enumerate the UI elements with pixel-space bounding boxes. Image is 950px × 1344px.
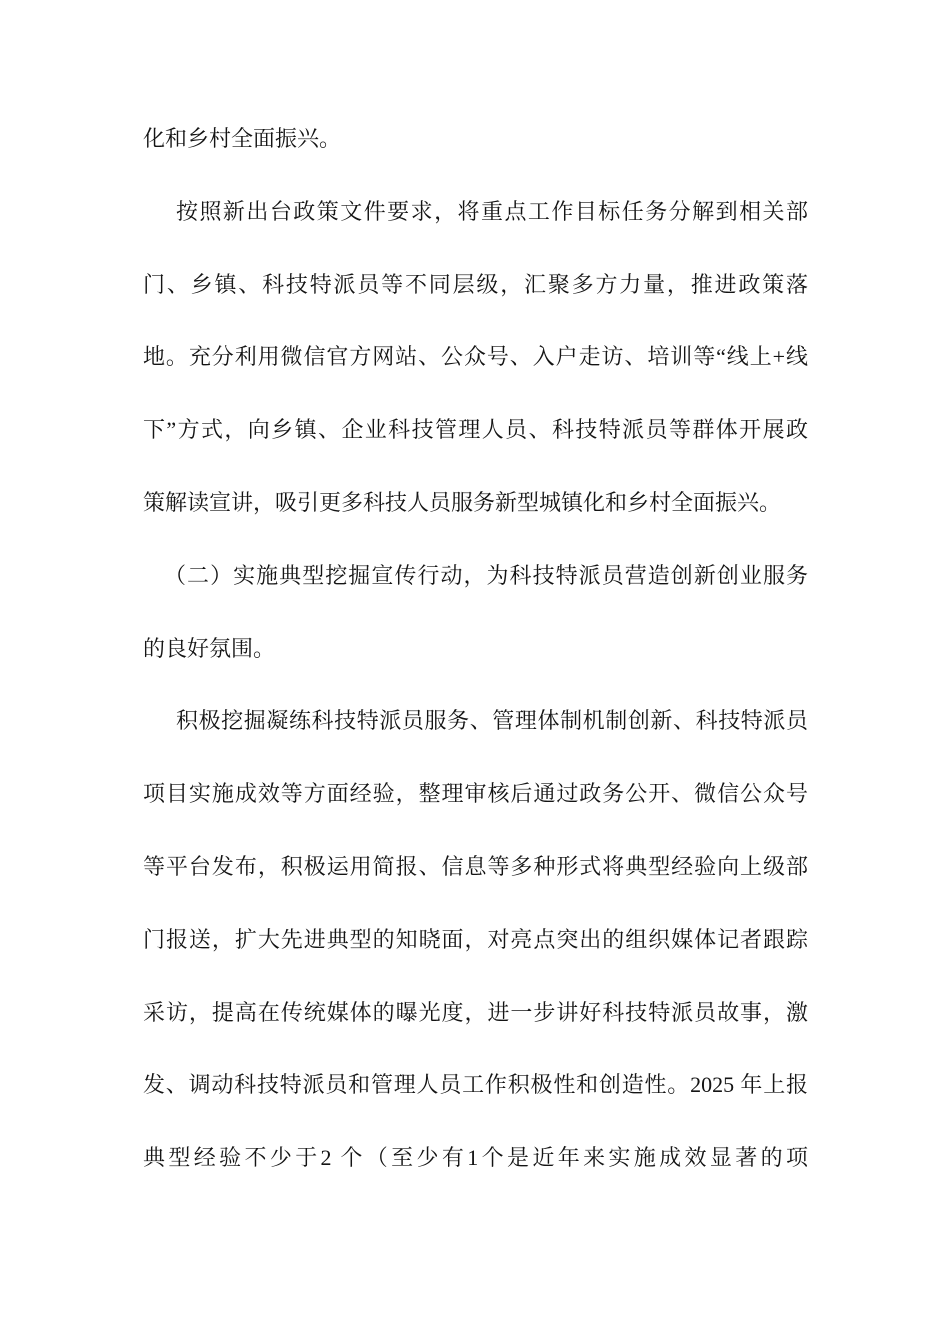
text-line: 化和乡村全面振兴。 (143, 126, 342, 151)
text-line: 积极挖掘凝练科技特派员服务、管理体制机制创新、科技特派员 (176, 708, 808, 734)
text-line: 项目实施成效等方面经验，整理审核后通过政务公开、微信公众号 (143, 781, 808, 807)
text-line: 典型经验不少于2 个（至少有1个是近年来实施成效显著的项 (143, 1145, 808, 1171)
document-text-column (143, 103, 808, 1195)
text-line: 的良好氛围。 (143, 635, 276, 661)
text-line: 采访，提高在传统媒体的曝光度，进一步讲好科技特派员故事，激 (143, 999, 808, 1025)
text-line: 发、调动科技特派员和管理人员工作积极性和创造性。2025 年上报 (143, 1072, 808, 1098)
text-line: （二）实施典型挖掘宣传行动，为科技特派员营造创新创业服务 (164, 562, 808, 588)
text-line: 按照新出台政策文件要求，将重点工作目标任务分解到相关部 (176, 198, 808, 224)
text-line: 地。充分利用微信官方网站、公众号、入户走访、培训等“线上+线 (143, 344, 808, 370)
text-line: 下”方式，向乡镇、企业科技管理人员、科技特派员等群体开展政 (143, 417, 808, 443)
text-line: 门报送，扩大先进典型的知晓面，对亮点突出的组织媒体记者跟踪 (143, 926, 808, 952)
text-line: 门、乡镇、科技特派员等不同层级，汇聚多方力量，推进政策落 (143, 271, 808, 297)
text-line: 策解读宣讲，吸引更多科技人员服务新型城镇化和乡村全面振兴。 (143, 489, 782, 515)
text-line: 等平台发布，积极运用简报、信息等多种形式将典型经验向上级部 (143, 853, 808, 879)
